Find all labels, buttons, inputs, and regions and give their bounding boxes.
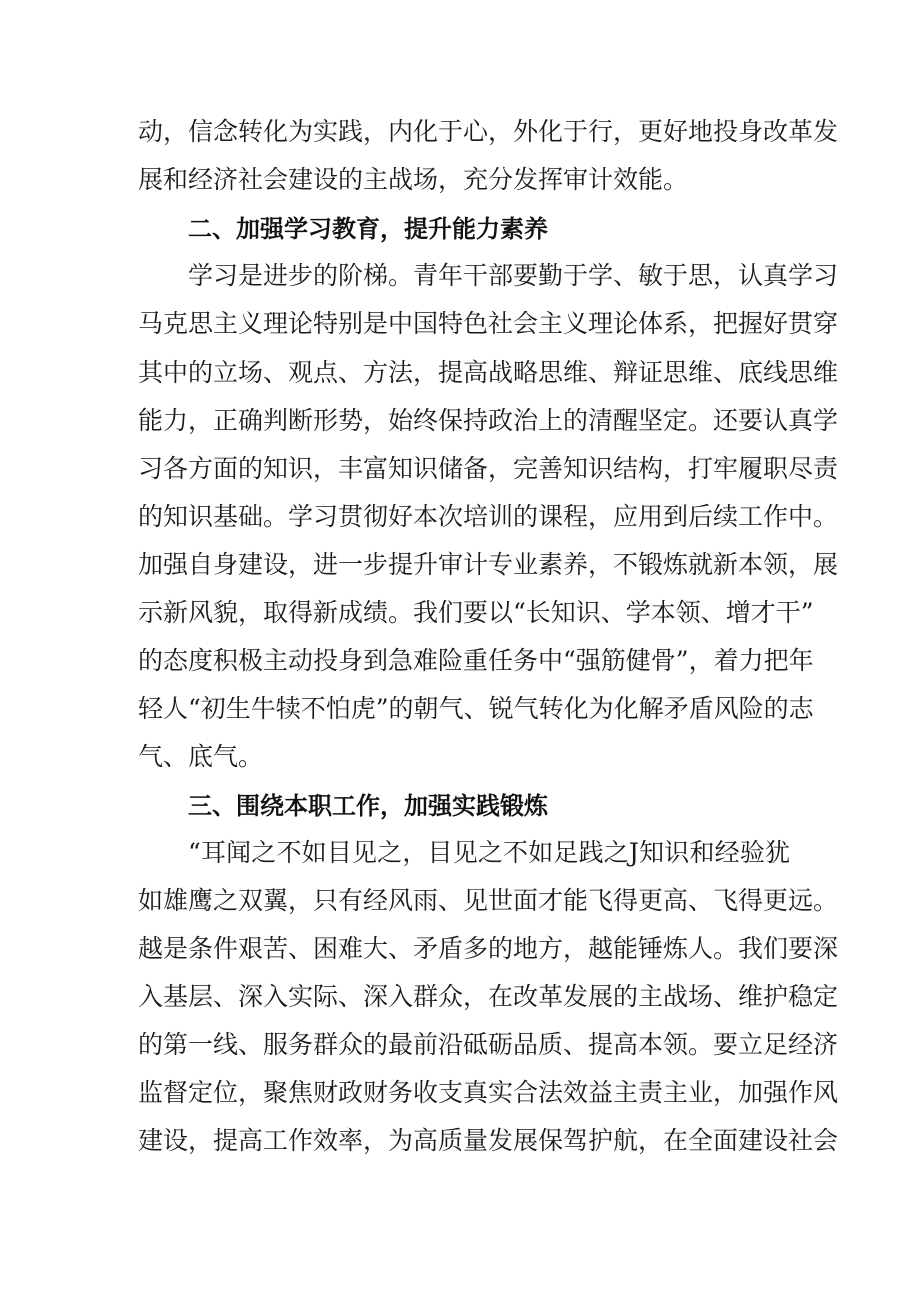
practice-line-7: 建设，提高工作效率，为高质量发展保驾护航，在全面建设社会 <box>138 1126 839 1155</box>
study-line-5: 习各方面的知识，丰富知识储备，完善知识结构，打牢履职尽责 <box>138 454 839 483</box>
practice-line-6: 监督定位，聚焦财政财务收支真实合法效益主责主业，加强作风 <box>138 1078 839 1107</box>
practice-line-1: “耳闻之不如目见之，目见之不如足践之J知识和经验犹 <box>188 838 790 867</box>
intro-line-1: 动，信念转化为实践，内化于心，外化于行，更好地投身改革发 <box>138 117 839 146</box>
study-line-9: 的态度积极主动投身到急难险重任务中“强筋健骨”，着力把年 <box>138 646 814 675</box>
practice-line-3: 越是条件艰苦、困难大、矛盾多的地方，越能锤炼人。我们要深 <box>138 934 839 963</box>
study-line-10: 轻人“初生牛犊不怕虎”的朝气、锐气转化为化解矛盾风险的志 <box>138 694 814 723</box>
practice-line-5: 的第一线、服务群众的最前沿砥砺品质、提高本领。要立足经济 <box>138 1030 839 1059</box>
study-line-2: 马克思主义理论特别是中国特色社会主义理论体系，把握好贯穿 <box>138 309 839 338</box>
study-line-1: 学习是进步的阶梯。青年干部要勤于学、敏于思，认真学习 <box>188 261 839 290</box>
study-line-7: 加强自身建设，进一步提升审计专业素养，不锻炼就新本领，展 <box>138 550 839 579</box>
study-line-3: 其中的立场、观点、方法，提高战略思维、辩证思维、底线思维 <box>138 358 839 387</box>
section-heading-2: 二、加强学习教育，提升能力素养 <box>188 215 548 243</box>
practice-line-2: 如雄鹰之双翼，只有经风雨、见世面才能飞得更高、飞得更远。 <box>138 886 839 915</box>
intro-line-2: 展和经济社会建设的主战场，充分发挥审计效能。 <box>138 165 689 194</box>
practice-line-4: 入基层、深入实际、深入群众，在改革发展的主战场、维护稳定 <box>138 982 839 1011</box>
study-line-4: 能力，正确判断形势，始终保持政治上的清醒坚定。还要认真学 <box>138 406 839 435</box>
study-line-8: 示新风貌，取得新成绩。我们要以“长知识、学本领、增才干” <box>138 598 814 627</box>
study-line-11: 气、底气。 <box>138 742 264 771</box>
study-line-6: 的知识基础。学习贯彻好本次培训的课程，应用到后续工作中。 <box>138 502 839 531</box>
section-heading-3: 三、围绕本职工作，加强实践锻炼 <box>188 792 548 820</box>
